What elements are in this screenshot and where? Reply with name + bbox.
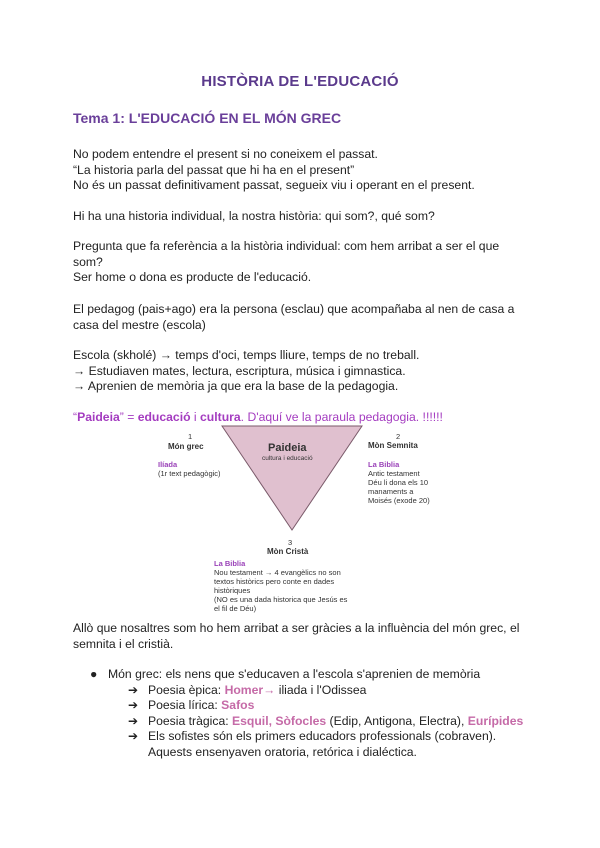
text: (Edip, Antigona, Electra),: [326, 713, 468, 728]
bullet-text: Món grec: els nens que s'educaven a l'escola s'aprenien de memòria: [108, 667, 481, 681]
text: Els sofistes són els primers educadors professionals (cobraven).: [148, 729, 497, 743]
list-item: [90, 667, 550, 760]
esquil-sofocles: Esquil, Sòfocles: [232, 713, 327, 728]
paideia-rest: . D'aquí ve la paraula pedagogia. !!!!!!: [240, 410, 443, 424]
semnita-line: manaments a: [368, 487, 414, 496]
line: El pedagog (pais+ago) era la persona (esclau) que acompañaba al nen de casa a: [73, 302, 515, 316]
line: Ser home o dona es producte de l'educació.: [73, 270, 312, 284]
crista-line: textos històrics pero conte en dades: [214, 577, 335, 586]
arrow-icon: ➔: [128, 682, 139, 697]
line: Allò que nosaltres som ho hem arribat a ser gràcies a la influència del món grec, el: [73, 621, 520, 635]
arrow-icon: ➔: [128, 698, 139, 712]
text: Poesia lírica:: [148, 698, 222, 712]
list-item: [128, 729, 550, 760]
cultura-word: cultura: [200, 410, 241, 424]
safos: Safos: [221, 698, 255, 712]
line: som?: [73, 254, 103, 269]
grec-text: (1r text pedagògic): [158, 469, 221, 478]
paragraph-6: [73, 621, 543, 652]
semnita-line: Antic testament: [368, 469, 420, 478]
semnita-line: Moisés (exode 20): [368, 496, 430, 505]
paragraph-3: [73, 239, 543, 286]
page-title: HISTÒRIA DE L'EDUCACIÓ: [201, 73, 399, 90]
section-title: Tema 1: L'EDUCACIÓ EN EL MÓN GREC: [73, 110, 342, 126]
bullet-list: [90, 667, 550, 760]
num-2: 2: [396, 432, 401, 441]
line: No podem entendre el present si no coneixem el passat.: [73, 147, 378, 161]
line: semnita i el cristià.: [73, 636, 174, 651]
list-item: [128, 683, 550, 699]
crista-biblia: La Biblia: [214, 559, 246, 568]
line: Escola (skholé) → temps d'oci, temps lliure, temps de no treball.: [73, 348, 420, 362]
sub-list: [108, 683, 550, 761]
paideia-word: Paideia: [77, 410, 120, 424]
center-title: Paideia: [268, 442, 307, 454]
equals: =: [123, 410, 138, 424]
line: → Aprenien de memòria ja que era la base de la pedagogia.: [73, 379, 399, 393]
arrow-icon: ➔: [128, 713, 139, 728]
center-subtitle: cultura i educació: [262, 455, 313, 462]
semnita-line: Déu li dona els 10: [368, 478, 429, 487]
line: casa del mestre (escola): [73, 317, 206, 332]
list-item: [128, 698, 550, 714]
paragraph-5: [73, 348, 543, 395]
text: iliada i l'Odissea: [275, 682, 367, 697]
crista-line: Nou testament → 4 evangèlics no son: [214, 568, 341, 577]
text: Aquests ensenyaven oratoria, retórica i dialéctica.: [148, 744, 417, 759]
list-item: [128, 714, 550, 730]
crista-line: el fil de Déu): [214, 604, 257, 613]
semnita-biblia: La Biblia: [368, 460, 400, 469]
text: Poesia tràgica:: [148, 713, 233, 728]
line: → Estudiaven mates, lectura, escriptura, música i gimnastica.: [73, 363, 406, 378]
num-1: 1: [188, 432, 193, 441]
text: Poesia èpica:: [148, 682, 225, 697]
num-3: 3: [288, 538, 293, 547]
paragraph-1: [73, 147, 543, 194]
paideia-diagram: [150, 422, 450, 612]
arrow-icon: ➔: [128, 729, 139, 743]
mon-semnita-label: Mòn Semnita: [368, 441, 418, 450]
line: No és un passat definitivament passat, segueix viu i operant en el present.: [73, 178, 475, 192]
paragraph-4: [73, 302, 543, 333]
homer: Homer→: [224, 682, 276, 697]
quote: “: [73, 410, 78, 424]
paragraph-2: Hi ha una historia individual, la nostra història: qui som?, qué som?: [73, 209, 435, 223]
quote: ”: [119, 410, 124, 424]
crista-line: (NO es una dada historica que Jesús es: [214, 595, 348, 604]
line: Pregunta que fa referència a la història individual: com hem arribat a ser el que: [73, 239, 500, 253]
euripides: Eurípides: [467, 713, 524, 728]
mon-crista-label: Mòn Cristà: [267, 547, 309, 556]
and-word: i: [190, 410, 201, 424]
line: “La historia parla del passat que hi ha en el present”: [73, 162, 355, 177]
bullet-dot-icon: ●: [90, 667, 98, 681]
mon-grec-label: Món grec: [168, 442, 204, 451]
grec-iliada: Ilíada: [158, 460, 178, 469]
educacio-word: educació: [137, 410, 191, 424]
crista-line: històriques: [214, 586, 251, 595]
